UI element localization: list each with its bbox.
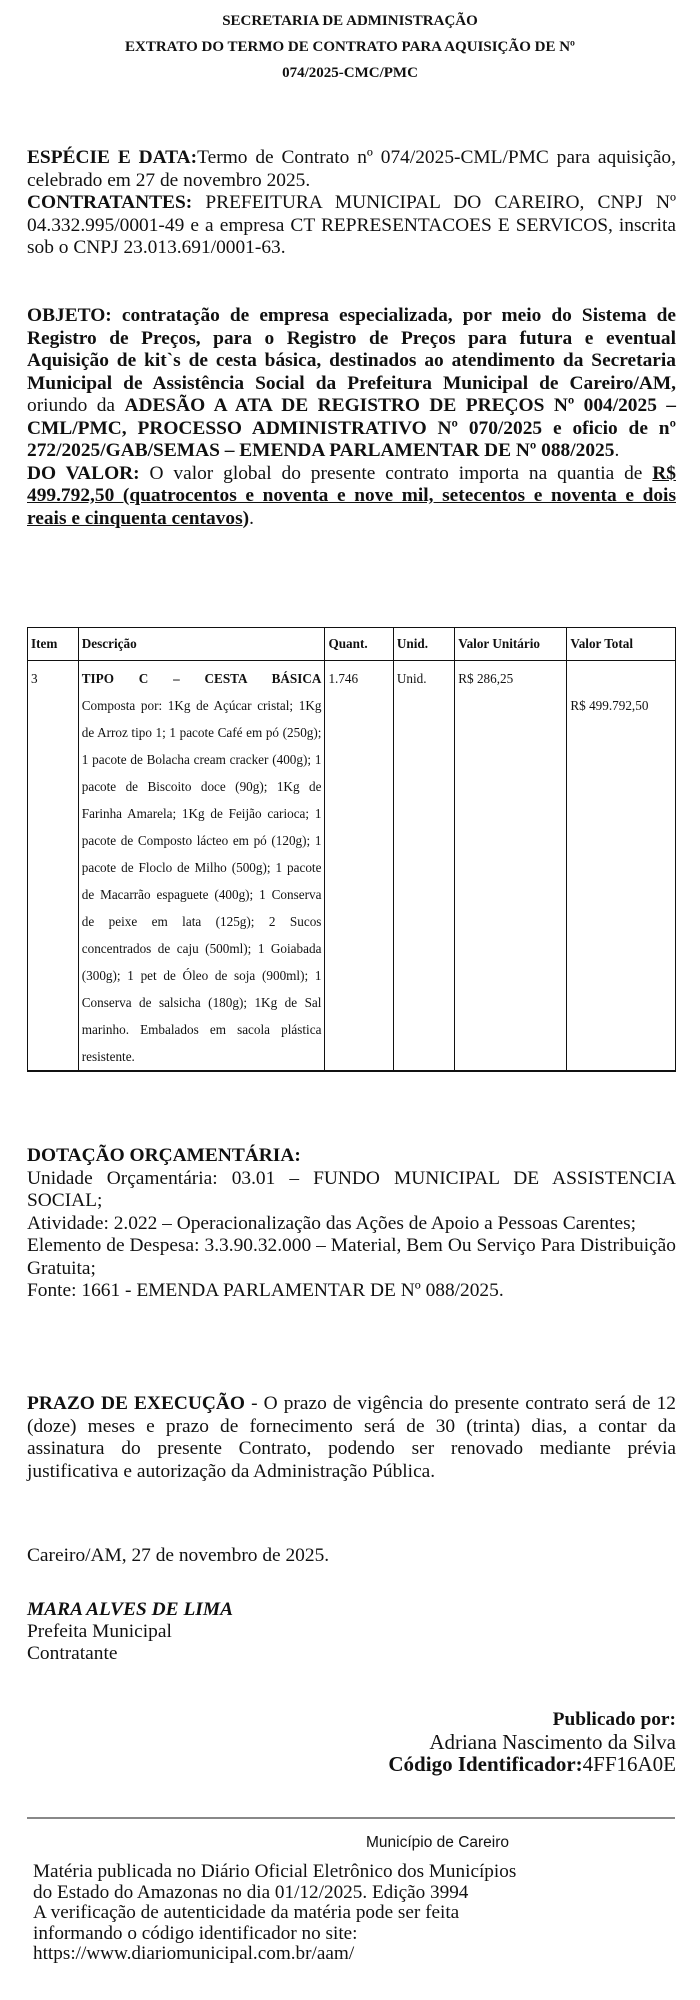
table-header-row [28, 628, 676, 661]
objeto-connector: oriundo da [27, 395, 125, 416]
footer-divider [27, 1817, 675, 1819]
col-header-item: Item [28, 628, 79, 661]
signer-party: Contratante [27, 1643, 118, 1664]
dotacao-fonte: Fonte: 1661 - EMENDA PARLAMENTAR DE Nº 088/2025. [27, 1280, 504, 1301]
identifier-code: 4FF16A0E [582, 1752, 676, 1776]
cell-valor-unitario: R$ 286,25 [455, 661, 567, 1072]
col-header-valor-total: Valor Total [567, 628, 676, 661]
local-data: Careiro/AM, 27 de novembro de 2025. [27, 1545, 330, 1566]
objeto-section [27, 305, 676, 530]
signature-block [27, 1599, 676, 1665]
header-contract-number: 074/2025-CMC/PMC [282, 65, 418, 81]
prazo-section [27, 1393, 676, 1483]
footer-line-2: do Estado do Amazonas no dia 01/12/2025. Edição 3994 [33, 1881, 469, 1903]
prazo-label: PRAZO DE EXECUÇÃO [27, 1393, 245, 1414]
header-extrato-title: EXTRATO DO TERMO DE CONTRATO PARA AQUISIÇÃO DE Nº [124, 39, 575, 55]
col-header-descricao: Descrição [78, 628, 325, 661]
col-header-quant: Quant. [325, 628, 393, 661]
especie-text: Termo de Contrato nº 074/2025-CML/PMC para aquisição, celebrado em 27 de novembro 2025. [27, 147, 676, 191]
especie-label: ESPÉCIE E DATA: [27, 147, 198, 168]
dotacao-elemento: Elemento de Despesa: 3.3.90.32.000 – Material, Bem Ou Serviço Para Distribuição Gratuita; [27, 1235, 676, 1279]
objeto-ata-reference: ADESÃO A ATA DE REGISTRO DE PREÇOS Nº 004/2025 – CML/PMC, PROCESSO ADMINISTRATIVO Nº 070/2025 e oficio de nº 272/2025/GAB/SEMAS – EMENDA PARLAMENTAR DE Nº 088/2025 [27, 395, 676, 461]
objeto-end: . [614, 440, 620, 461]
valor-text: O valor global do presente contrato importa na quantia de [139, 462, 653, 484]
col-header-unid: Unid. [393, 628, 454, 661]
cell-valor-total [567, 661, 676, 1072]
footer-line-3: A verificação de autenticidade da matéria pode ser feita [33, 1902, 460, 1923]
footer-url[interactable]: https://www.diariomunicipal.com.br/aam/ [33, 1943, 355, 1964]
signer-name: MARA ALVES DE LIMA [27, 1599, 234, 1620]
cell-descricao [78, 661, 325, 1072]
contratantes-text: PREFEITURA MUNICIPAL DO CAREIRO, CNPJ Nº 04.332.995/0001-49 e a empresa CT REPRESENTACOES E SERVICOS, inscrita sob o CNPJ 23.013.691/0001-63. [27, 192, 676, 258]
table-row [28, 661, 676, 1072]
valor-label: DO VALOR: [27, 462, 140, 484]
cell-quantidade: 1.746 [325, 661, 393, 1072]
prazo-text: - O prazo de vigência do presente contrato será de 12 (doze) meses e prazo de fornecimento será de 30 (trinta) dias, a contar da assinatura do presente Contrato, podendo ser renovado mediante prévia justificativa e autorização da Administração Pública. [27, 1393, 676, 1482]
contratantes-label: CONTRATANTES: [27, 192, 193, 213]
footer-line-4: informando o código identificador no site: [33, 1922, 358, 1944]
dotacao-section [27, 1145, 676, 1303]
dotacao-unidade: Unidade Orçamentária: 03.01 – FUNDO MUNICIPAL DE ASSISTENCIA SOCIAL; [27, 1167, 676, 1211]
code-label: Código Identificador: [388, 1752, 583, 1776]
document-header [0, 8, 700, 86]
footer-publication-info [33, 1862, 516, 1965]
valor-total-value: R$ 499.792,50 [570, 698, 649, 713]
objeto-text: contratação de empresa especializada, por meio do Sistema de Registro de Preços, para o Registro de Preços para futura e eventual Aquisição de kit`s de cesta básica, destinados ao atendimento da Secretaria Municipal de Assistência Social da Prefeitura Municipal de Careiro/AM, [27, 305, 676, 394]
cell-unidade: Unid. [393, 661, 454, 1072]
footer-line-1: Matéria publicada no Diário Oficial Eletrônico dos Municípios [33, 1861, 517, 1882]
header-secretaria: SECRETARIA DE ADMINISTRAÇÃO [222, 13, 478, 29]
item-description: Composta por: 1Kg de Açúcar cristal; 1Kg de Arroz tipo 1; 1 pacote Café em pó (250g); 1 pacote de Bolacha cream cracker (400g); 1 pacote de Biscoito doce (90g); 1Kg de Farinha Amarela; 1Kg de Feijão carioca; 1 pacote de Composto lácteo em pó (120g); 1 pacote de Floclo de Milho (500g); 1 pacote de Macarrão espaguete (400g); 1 Conserva de peixe em lata (125g); 2 Sucos concentrados de caju (500ml); 1 Goiabada (300g); 1 pet de Óleo de soja (900ml); 1 Conserva de salsicha (180g); 1Kg de Sal marinho. Embalados em sacola plástica resistente. [81, 698, 322, 1064]
published-by-label: Publicado por: [552, 1709, 676, 1730]
valor-amount: R$ 499.792,50 (quatrocentos e noventa e nove mil, setecentos e noventa e dois reais e cinquenta centavos) [27, 462, 676, 529]
dotacao-title: DOTAÇÃO ORÇAMENTÁRIA: [27, 1145, 301, 1166]
dotacao-atividade: Atividade: 2.022 – Operacionalização das Ações de Apoio a Pessoas Carentes; [27, 1212, 637, 1234]
signer-role: Prefeita Municipal [27, 1621, 172, 1642]
col-header-valor-unitario: Valor Unitário [455, 628, 567, 661]
objeto-label: OBJETO: [27, 305, 112, 326]
publisher-name: Adriana Nascimento da Silva [429, 1730, 676, 1754]
especie-section [27, 147, 676, 260]
item-title: TIPO C – CESTA BÁSICA [81, 671, 322, 686]
publication-block [388, 1709, 676, 1775]
cell-item: 3 [28, 661, 79, 1072]
footer-municipality: Município de Careiro [366, 1834, 510, 1851]
valor-end: . [249, 507, 254, 529]
items-table [27, 627, 676, 1072]
